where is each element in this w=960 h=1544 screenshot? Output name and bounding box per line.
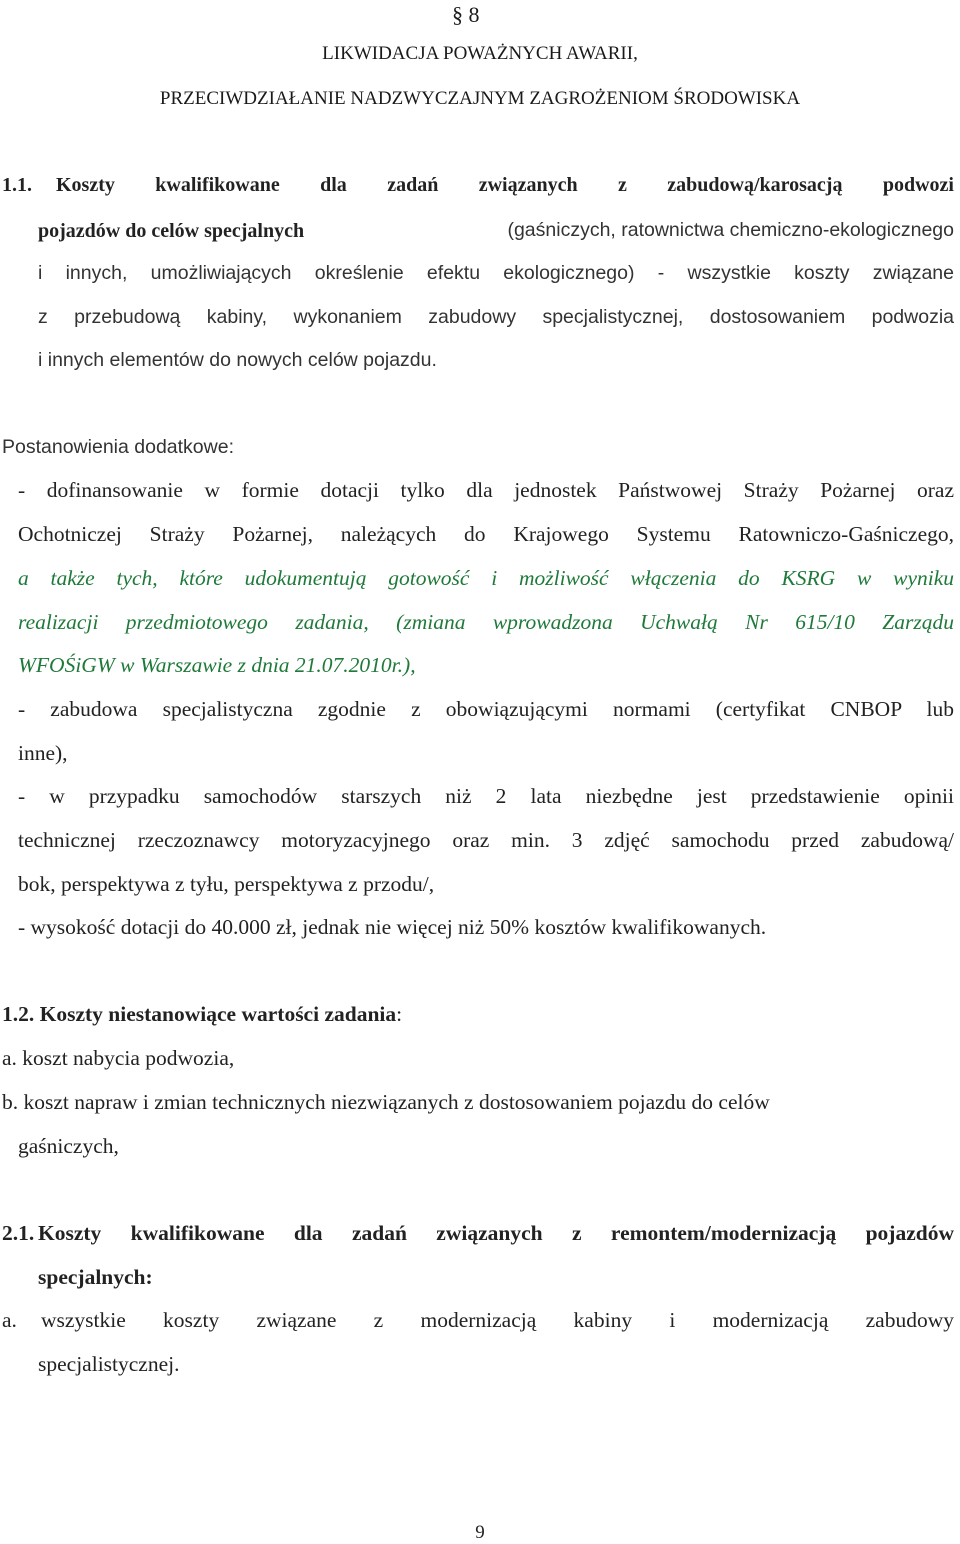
provisions-amendment-line1: a także tych, które udokumentują gotowość i możliwość włączenia do KSRG w wyniku — [18, 566, 954, 590]
provisions-line2: Ochotniczej Straży Pożarnej, należących do Krajowego Systemu Ratowniczo-Gaśniczego, — [18, 522, 954, 546]
item-1-1-line3: i innych, umożliwiających określenie efektu ekologicznego) - wszystkie koszty związane — [38, 262, 954, 284]
item-2-1-heading-line2: specjalnych: — [38, 1265, 153, 1289]
item-2-1-number: 2.1. — [2, 1221, 35, 1245]
section-title-line1: LIKWIDACJA POWAŻNYCH AWARII, — [322, 43, 638, 64]
item-1-2-b-line2: gaśniczych, — [18, 1134, 119, 1158]
item-2-1-a-line1: wszystkie koszty związane z modernizacją kabiny i modernizacją zabudowy — [41, 1308, 954, 1332]
item-2-1-a-line2: specjalistycznej. — [38, 1352, 180, 1376]
item-1-2-heading — [2, 1002, 402, 1027]
item-1-1-line1: Koszty kwalifikowane dla zadań związanych z zabudową/karosacją podwozi — [56, 174, 954, 196]
item-1-2-number: 1.2. — [2, 1002, 35, 1026]
item-1-2-a: a. koszt nabycia podwozia, — [2, 1046, 235, 1070]
item-1-2-b-line1: b. koszt napraw i zmian technicznych niezwiązanych z dostosowaniem pojazdu do celów — [2, 1090, 770, 1114]
section-mark: § 8 — [452, 2, 480, 27]
provisions-heading: Postanowienia dodatkowe: — [2, 436, 234, 458]
item-1-1-line4: z przebudową kabiny, wykonaniem zabudowy specjalistycznej, dostosowaniem podwozia — [38, 306, 954, 328]
item-1-1-line2-rest: (gaśniczych, ratownictwa chemiczno-ekologicznego — [507, 219, 954, 241]
provisions-line7: bok, perspektywa z tyłu, perspektywa z przodu/, — [18, 872, 435, 896]
page-number: 9 — [475, 1522, 485, 1543]
item-1-1-line5: i innych elementów do nowych celów pojazdu. — [38, 349, 437, 371]
item-1-2-colon: : — [396, 1002, 403, 1026]
provisions-line3: - zabudowa specjalistyczna zgodnie z obowiązującymi normami (certyfikat CNBOP lub — [18, 697, 954, 721]
provisions-line1: - dofinansowanie w formie dotacji tylko dla jednostek Państwowej Straży Pożarnej oraz — [18, 478, 954, 502]
section-title-line2: PRZECIWDZIAŁANIE NADZWYCZAJNYM ZAGROŻENIOM ŚRODOWISKA — [159, 88, 801, 109]
item-2-1-a-label: a. — [2, 1308, 17, 1332]
provisions-amendment-line2: realizacji przedmiotowego zadania, (zmiana wprowadzona Uchwałą Nr 615/10 Zarządu — [18, 610, 954, 634]
item-1-1-line2-bold: pojazdów do celów specjalnych — [38, 220, 305, 242]
item-2-1-heading-line1: Koszty kwalifikowane dla zadań związanych z remontem/modernizacją pojazdów — [38, 1221, 954, 1245]
item-1-1-line2 — [38, 218, 304, 243]
provisions-line4: inne), — [18, 741, 68, 765]
item-1-2-title: Koszty niestanowiące wartości zadania — [39, 1002, 397, 1026]
provisions-line8: - wysokość dotacji do 40.000 zł, jednak nie więcej niż 50% kosztów kwalifikowanych. — [18, 915, 767, 939]
provisions-line6: technicznej rzeczoznawcy motoryzacyjnego oraz min. 3 zdjęć samochodu przed zabudową/ — [18, 828, 954, 852]
provisions-line5: - w przypadku samochodów starszych niż 2 lata niezbędne jest przedstawienie opinii — [18, 784, 954, 808]
provisions-amendment-line3: WFOŚiGW w Warszawie z dnia 21.07.2010r.), — [18, 653, 416, 677]
item-1-1-number: 1.1. — [2, 174, 32, 196]
